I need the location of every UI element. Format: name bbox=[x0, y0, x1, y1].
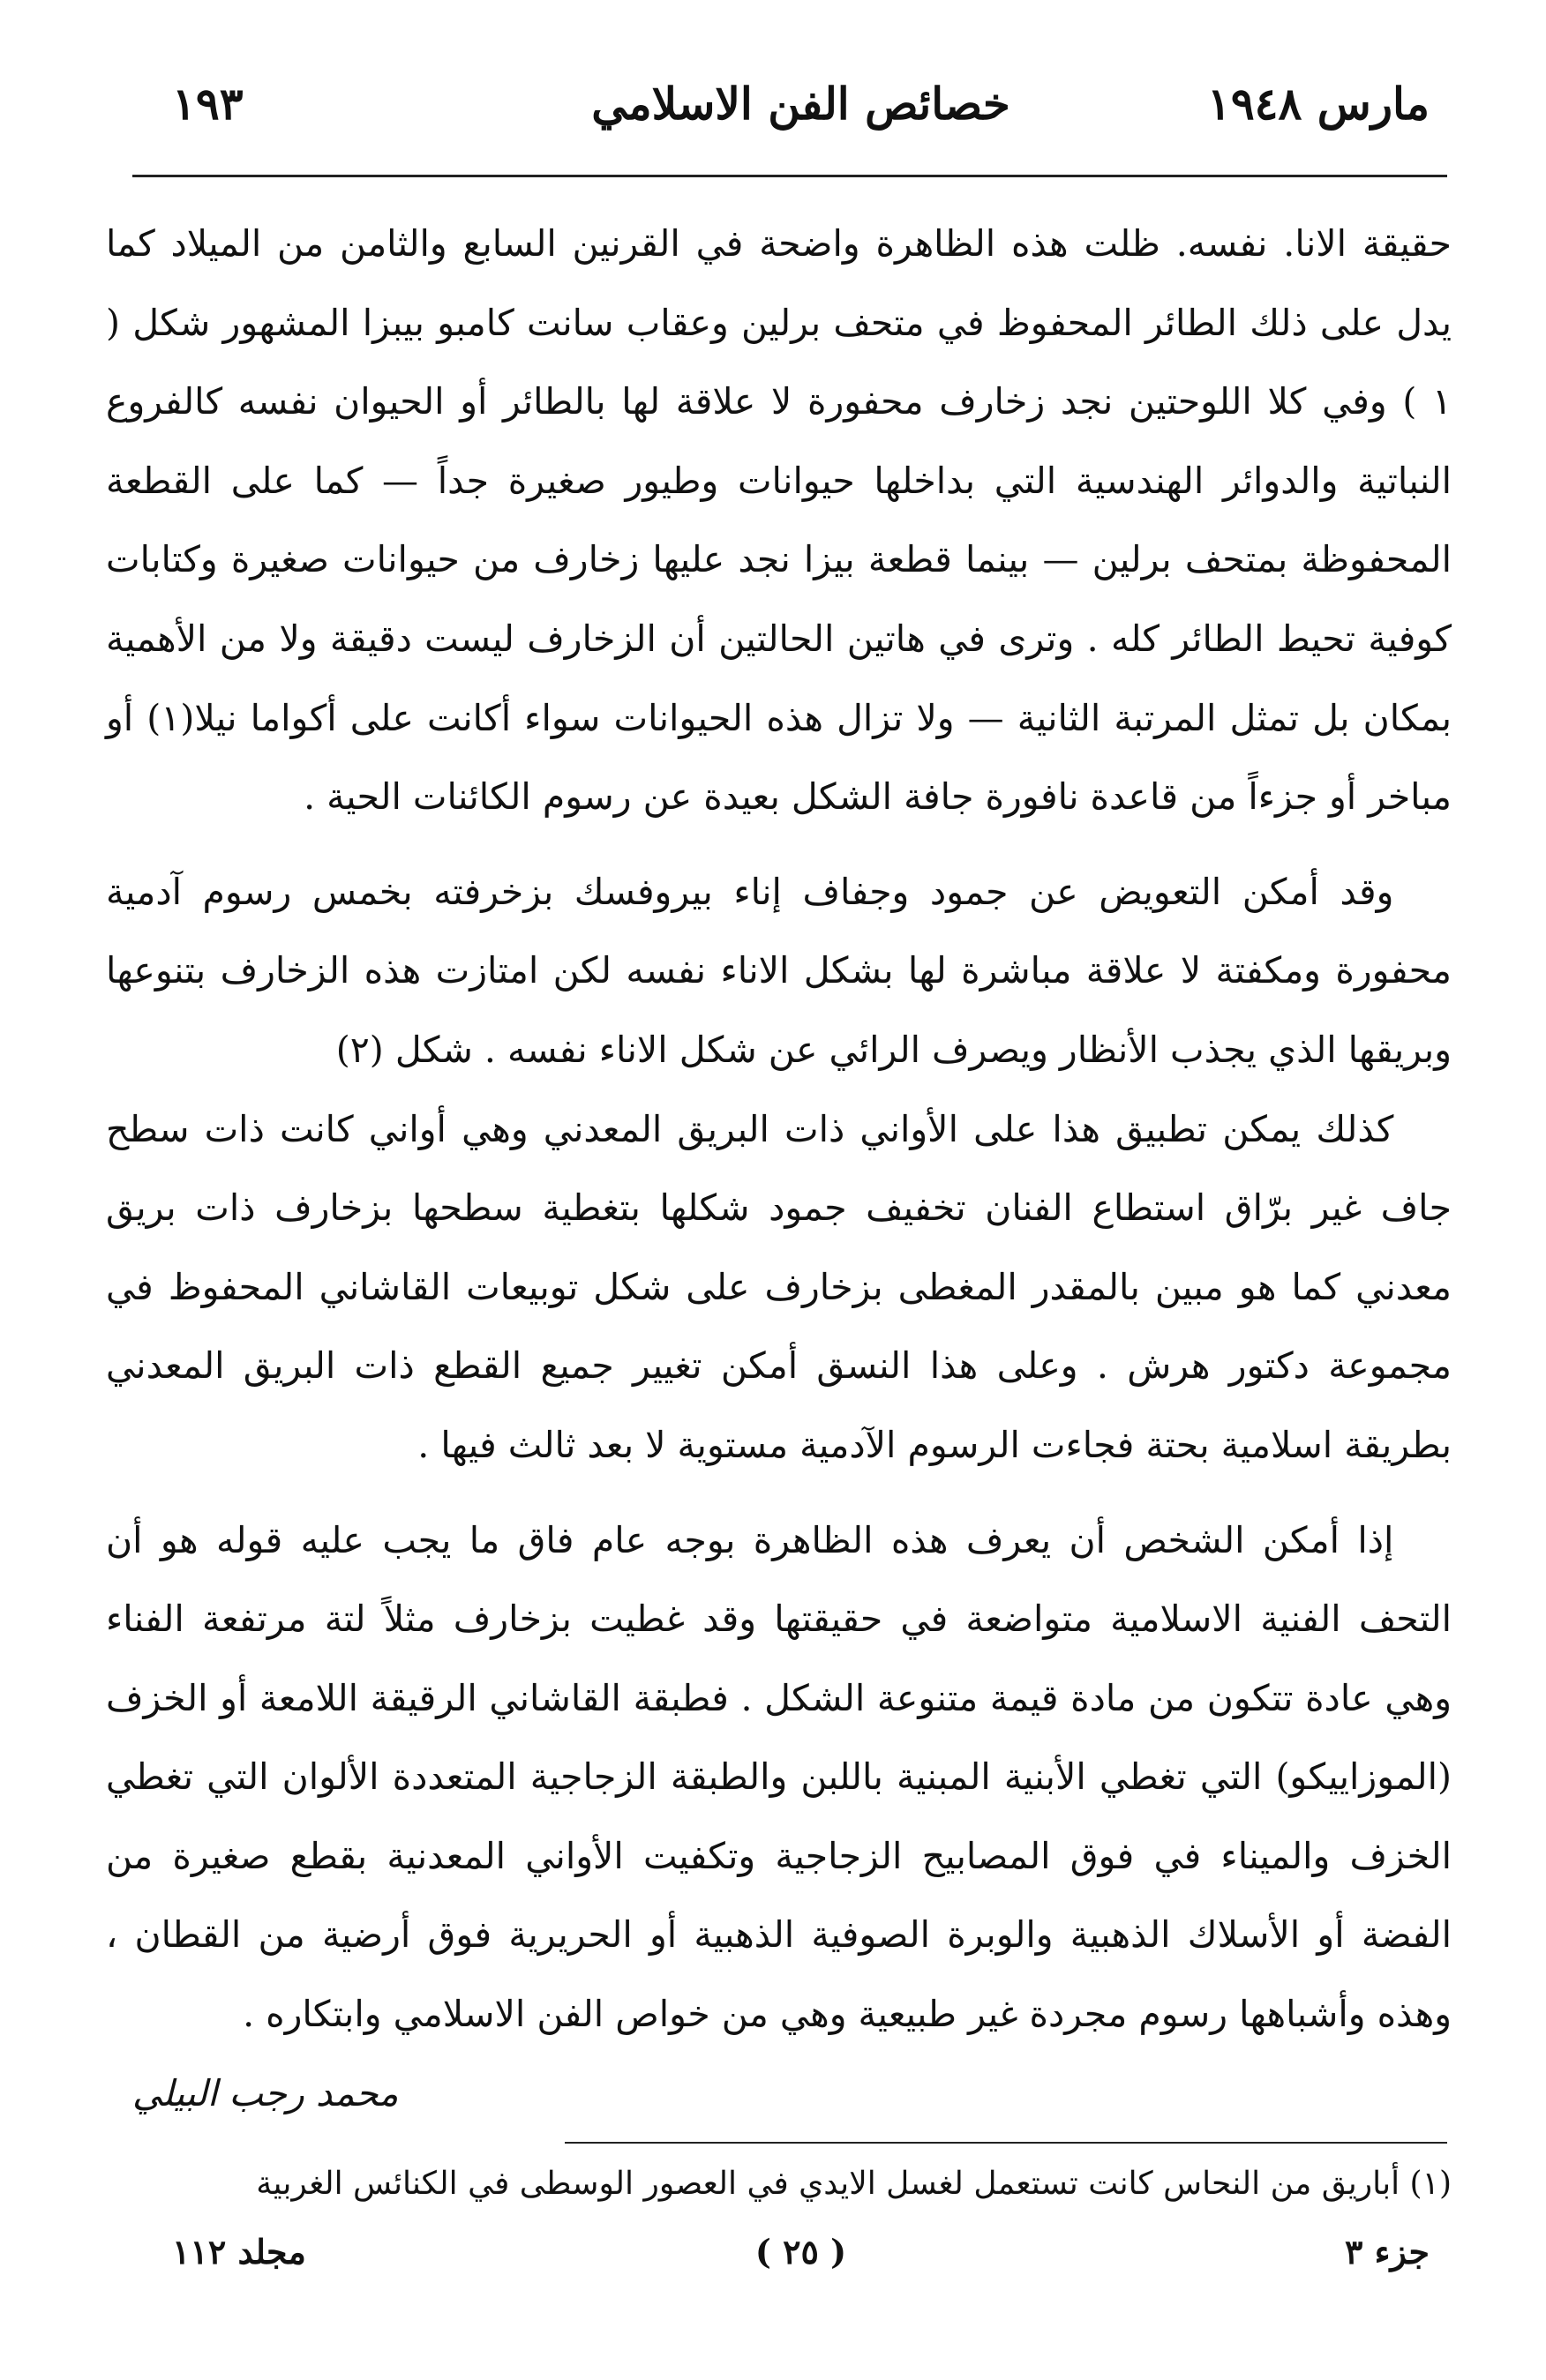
author-signature: محمد رجب البيلي bbox=[132, 2071, 399, 2114]
page-footer bbox=[172, 2232, 1430, 2285]
paragraph-3: كذلك يمكن تطبيق هذا على الأواني ذات البريق المعدني وهي أواني كانت ذات سطح جاف غير برّاق استطاع الفنان تخفيف جمود شكلها بتغطية سطحها بزخارف ذات بريق معدني كما هو مبين بالمقدر المغطى بزخارف على شكل توبيعات القاشاني المحفوظ في مجموعة دكتور هرش . وعلى هذا النسق أمكن تغيير جميع القطع ذات البريق المعدني بطريقة اسلامية بحتة فجاءت الرسوم الآدمية مستوية لا بعد ثالث فيها . bbox=[106, 1107, 1452, 1466]
footer-sheet-number: ( ٢٥ ) bbox=[754, 2232, 847, 2271]
paragraph-4 bbox=[106, 1501, 1452, 2114]
page-header bbox=[172, 78, 1430, 148]
footnote: (١) أباريق من النحاس كانت تستعمل لغسل الايدي في العصور الوسطى في الكنائس الغربية bbox=[256, 2166, 1452, 2202]
paragraph-1: حقيقة الانا. نفسه. ظلت هذه الظاهرة واضحة في القرنين السابع والثامن من الميلاد كما يدل على ذلك الطائر المحفوظ في متحف برلين وعقاب سانت كامبو بيبزا المشهور شكل ( ١ ) وفي كلا اللوحتين نجد زخارف محفورة لا علاقة لها بالطائر أو الحيوان نفسه كالفروع النباتية والدوائر الهندسية التي بداخلها حيوانات وطيور صغيرة جداً — كما على القطعة المحفوظة بمتحف برلين — بينما قطعة بيزا نجد عليها زخارف من حيوانات صغيرة وكتابات كوفية تحيط الطائر كله . وترى في هاتين الحالتين أن الزخارف ليست دقيقة ولا من الأهمية بمكان بل تمثل المرتبة الثانية — ولا تزال هذه الحيوانات سواء أكانت على أكواما نيلا(١) أو مباخر أو جزءاً من قاعدة نافورة جافة الشكل بعيدة عن رسوم الكائنات الحية . bbox=[106, 222, 1452, 819]
header-rule bbox=[132, 175, 1447, 177]
header-title: خصائص الفن الاسلامي bbox=[591, 78, 1010, 130]
paragraph-4-text: إذا أمكن الشخص أن يعرف هذه الظاهرة بوجه عام فاق ما يجب عليه قوله هو أن التحف الفنية الاسلامية متواضعة في حقيقتها وقد غطيت بزخارف مثلاً لتة مرتفعة الفناء وهي عادة تتكون من مادة قيمة متنوعة الشكل . فطبقة القاشاني الرقيقة اللامعة أو الخزف (الموزاييكو) التي تغطي الأبنية المبنية باللبن والطبقة الزجاجية المتعددة الألوان التي تغطي الخزف والميناء في فوق المصابيح الزجاجية وتكفيت الأواني المعدنية بقطع صغيرة من الفضة أو الأسلاك الذهبية والوبرة الصوفية الذهبية أو الحريرية فوق أرضية من القطان ، وهذه وأشباهها رسوم مجردة غير طبيعية وهي من خواص الفن الاسلامي وابتكاره . bbox=[106, 1518, 1452, 2036]
paragraph-gap bbox=[106, 837, 1452, 853]
footnote-rule bbox=[565, 2142, 1447, 2144]
header-page-number: ١٩٣ bbox=[172, 78, 244, 130]
header-date: مارس ١٩٤٨ bbox=[1206, 78, 1430, 130]
article-body bbox=[106, 205, 1452, 2133]
footer-part: جزء ٣ bbox=[1345, 2232, 1430, 2271]
paragraph-2: وقد أمكن التعويض عن جمود وجفاف إناء بيروفسك بزخرفته بخمس رسوم آدمية محفورة ومكفتة لا علاقة مباشرة لها بشكل الاناء نفسه لكن امتازت هذه الزخارف بتنوعها وبريقها الذي يجذب الأنظار ويصرف الرائي عن شكل الاناء نفسه . شكل (٢) bbox=[106, 870, 1452, 1071]
paragraph-gap bbox=[106, 1486, 1452, 1501]
footer-volume: مجلد ١١٢ bbox=[172, 2232, 306, 2271]
